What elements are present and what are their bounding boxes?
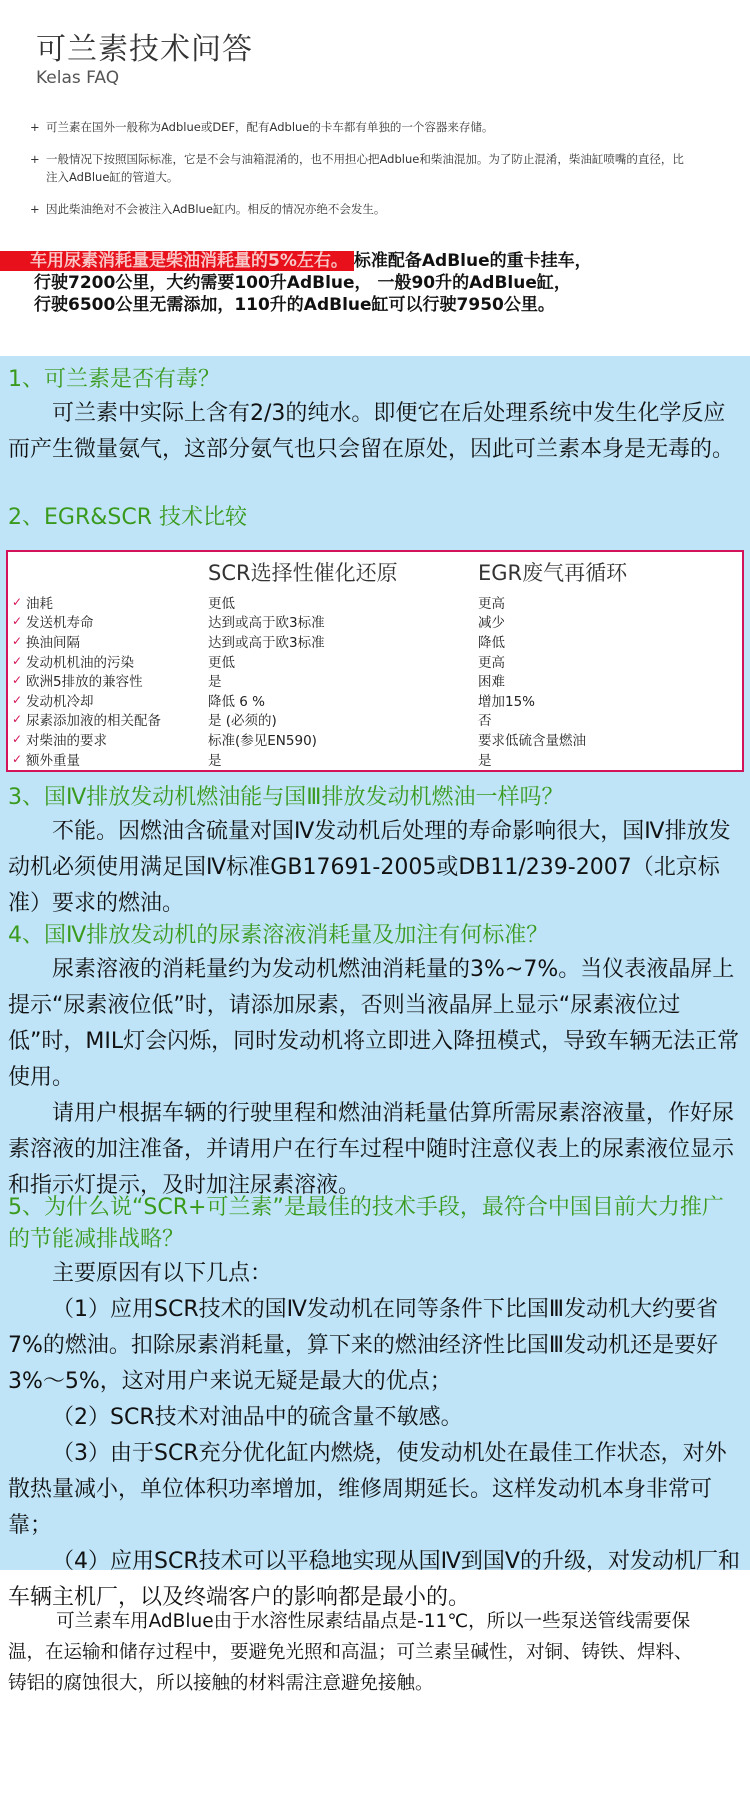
- row-label-text: 油耗: [26, 595, 53, 612]
- page-subtitle: Kelas FAQ: [36, 68, 120, 88]
- q3-heading: 3、国Ⅳ排放发动机燃油能与国Ⅲ排放发动机燃油一样吗？: [8, 785, 564, 810]
- scr-cell: 达到或高于欧3标准: [208, 634, 325, 651]
- check-icon: ✓: [12, 653, 23, 668]
- storage-note: 可兰素车用AdBlue由于水溶性尿素结晶点是-11℃，所以一些泵送管线需要保温，在运输和储存过程中，要避免光照和高温；可兰素呈碱性，对铜、铸铁、焊料、铸铝的腐蚀很大，所以接触的材料需注意避免接触。: [8, 1611, 693, 1694]
- table-row: [8, 710, 742, 730]
- egr-cell: 更高: [478, 654, 505, 671]
- q4-body-2: 请用户根据车辆的行驶里程和燃油消耗量估算所需尿素溶液量，作好尿素溶液的加注准备，并请用户在行车过程中随时注意仪表上的尿素液位显示和指示灯提示，及时加注尿素溶液。: [8, 1101, 735, 1198]
- plus-icon: +: [30, 120, 40, 134]
- egr-cell: 增加15%: [478, 693, 536, 710]
- row-label-text: 尿素添加液的相关配备: [26, 713, 161, 730]
- bullet-text: 可兰素在国外一般称为Adblue或DEF，配有Adblue的卡车都有单独的一个容器来存储。: [46, 120, 494, 134]
- q5-intro: 主要原因有以下几点：: [52, 1261, 273, 1286]
- row-label: [8, 749, 208, 769]
- check-icon: ✓: [12, 594, 23, 609]
- egr-cell: 困难: [478, 674, 505, 691]
- faq-q3: [8, 782, 744, 922]
- row-label: [8, 670, 208, 690]
- row-label: [8, 611, 208, 631]
- row-label-text: 换油间隔: [26, 634, 80, 651]
- q1-body: 可兰素中实际上含有2/3的纯水。即便它在后处理系统中发生化学反应而产生微量氨气，这部分氨气也只会留在原处，因此可兰素本身是无毒的。: [8, 401, 735, 462]
- header-cell-egr: EGR废气再循环: [478, 561, 628, 585]
- q3-body: 不能。因燃油含硫量对国Ⅳ发动机后处理的寿命影响很大，国Ⅳ排放发动机必须使用满足国Ⅳ标准GB17691-2005或DB11/239-2007（北京标准）要求的燃油。: [8, 819, 731, 916]
- egr-cell: 要求低硫含量燃油: [478, 732, 586, 749]
- egr-cell: 更高: [478, 595, 505, 612]
- table-row: [8, 729, 742, 749]
- table-body: [8, 592, 742, 768]
- table-row: [8, 651, 742, 671]
- bullet-text: 一般情况下按照国际标准，它是不会与油箱混淆的，也不用担心把Adblue和柴油混加。为了防止混淆，柴油缸喷嘴的直径，比注入AdBlue缸的管道大。: [46, 152, 684, 184]
- scr-cell: 是: [208, 752, 222, 769]
- scr-cell: 降低 6 %: [208, 693, 265, 710]
- row-label: [8, 709, 208, 729]
- table-row: [8, 612, 742, 632]
- row-label-text: 欧洲5排放的兼容性: [26, 674, 143, 691]
- q1-heading: 1、可兰素是否有毒？: [8, 367, 220, 392]
- consumption-highlight: 车用尿素消耗量是柴油消耗量的5%左右。: [0, 251, 354, 271]
- q4-heading: 4、国Ⅳ排放发动机的尿素溶液消耗量及加注有何标准？: [8, 923, 549, 948]
- header: [36, 24, 253, 88]
- row-label: [8, 631, 208, 651]
- table-header: [8, 552, 742, 592]
- egr-cell: 减少: [478, 615, 505, 632]
- page-title: 可兰素技术问答: [36, 32, 253, 67]
- table-row: [8, 592, 742, 612]
- q4-body-1: 尿素溶液的消耗量约为发动机燃油消耗量的3%~7%。当仪表液晶屏上提示“尿素液位低”时，请添加尿素，否则当液晶屏上显示“尿素液位过低”时，MIL灯会闪烁，同时发动机将立即进入降扭模式，导致车辆无法正常使用。: [8, 957, 740, 1090]
- consumption-line3: 行驶6500公里无需添加，110升的AdBlue缸可以行驶7950公里。: [34, 295, 555, 315]
- comparison-table: [6, 550, 744, 772]
- consumption-block: [0, 250, 750, 316]
- scr-cell: 更低: [208, 654, 235, 671]
- bullet-text: 因此柴油绝对不会被注入AdBlue缸内。相反的情况亦绝不会发生。: [46, 202, 386, 216]
- check-icon: ✓: [12, 673, 23, 688]
- plus-icon: +: [30, 202, 40, 216]
- table-row: [8, 631, 742, 651]
- intro-bullets: [30, 118, 690, 232]
- q5-heading: 5、为什么说“SCR+可兰素”是最佳的技术手段，最符合中国目前大力推广的节能减排战略？: [8, 1195, 724, 1252]
- row-label-text: 对柴油的要求: [26, 732, 107, 749]
- row-label-text: 发送机寿命: [26, 615, 94, 632]
- table-row: [8, 670, 742, 690]
- egr-cell: 否: [478, 713, 492, 730]
- q5-point: （3）由于SCR充分优化缸内燃烧，使发动机处在最佳工作状态，对外散热量减小，单位体积功率增加，维修周期延长。这样发动机本身非常可靠；: [8, 1441, 727, 1538]
- faq-q4: [8, 920, 744, 1204]
- check-icon: ✓: [12, 751, 23, 766]
- row-label: [8, 729, 208, 749]
- egr-cell: 是: [478, 752, 492, 769]
- row-label: [8, 651, 208, 671]
- faq-q5: [8, 1192, 744, 1616]
- bullet-item: [30, 150, 690, 186]
- q5-point: （2）SCR技术对油品中的硫含量不敏感。: [52, 1405, 463, 1430]
- check-icon: ✓: [12, 692, 23, 707]
- bullet-item: [30, 118, 690, 136]
- egr-cell: 降低: [478, 634, 505, 651]
- scr-cell: 是: [208, 674, 222, 691]
- header-cell-scr: SCR选择性催化还原: [208, 561, 398, 585]
- scr-cell: 是 (必须的): [208, 713, 277, 730]
- row-label: [8, 690, 208, 710]
- check-icon: ✓: [12, 731, 23, 746]
- row-label-text: 发动机冷却: [26, 693, 94, 710]
- table-row: [8, 749, 742, 769]
- faq-q1: [8, 364, 744, 468]
- check-icon: ✓: [12, 712, 23, 727]
- check-icon: ✓: [12, 614, 23, 629]
- scr-cell: 标准(参见EN590): [208, 732, 317, 749]
- consumption-line1: 标准配备AdBlue的重卡挂车，: [353, 251, 592, 271]
- plus-icon: +: [30, 152, 40, 166]
- check-icon: ✓: [12, 633, 23, 648]
- q5-point: （4）应用SCR技术可以平稳地实现从国Ⅳ到国Ⅴ的升级，对发动机厂和车辆主机厂，以及终端客户的影响都是最小的。: [8, 1549, 740, 1610]
- row-label: [8, 592, 208, 612]
- row-label-text: 发动机机油的污染: [26, 654, 134, 671]
- scr-cell: 更低: [208, 595, 235, 612]
- table-row: [8, 690, 742, 710]
- faq-q2: [8, 502, 744, 534]
- q2-heading: 2、EGR&SCR 技术比较: [8, 505, 247, 530]
- scr-cell: 达到或高于欧3标准: [208, 615, 325, 632]
- q5-point: （1）应用SCR技术的国Ⅳ发动机在同等条件下比国Ⅲ发动机大约要省7%的燃油。扣除尿素消耗量，算下来的燃油经济性比国Ⅲ发动机还是要好3%～5%，这对用户来说无疑是最大的优点；: [8, 1297, 719, 1394]
- consumption-line2: 行驶7200公里，大约需要100升AdBlue， 一般90升的AdBlue缸，: [34, 273, 571, 293]
- bullet-item: [30, 200, 690, 218]
- row-label-text: 额外重量: [26, 752, 80, 769]
